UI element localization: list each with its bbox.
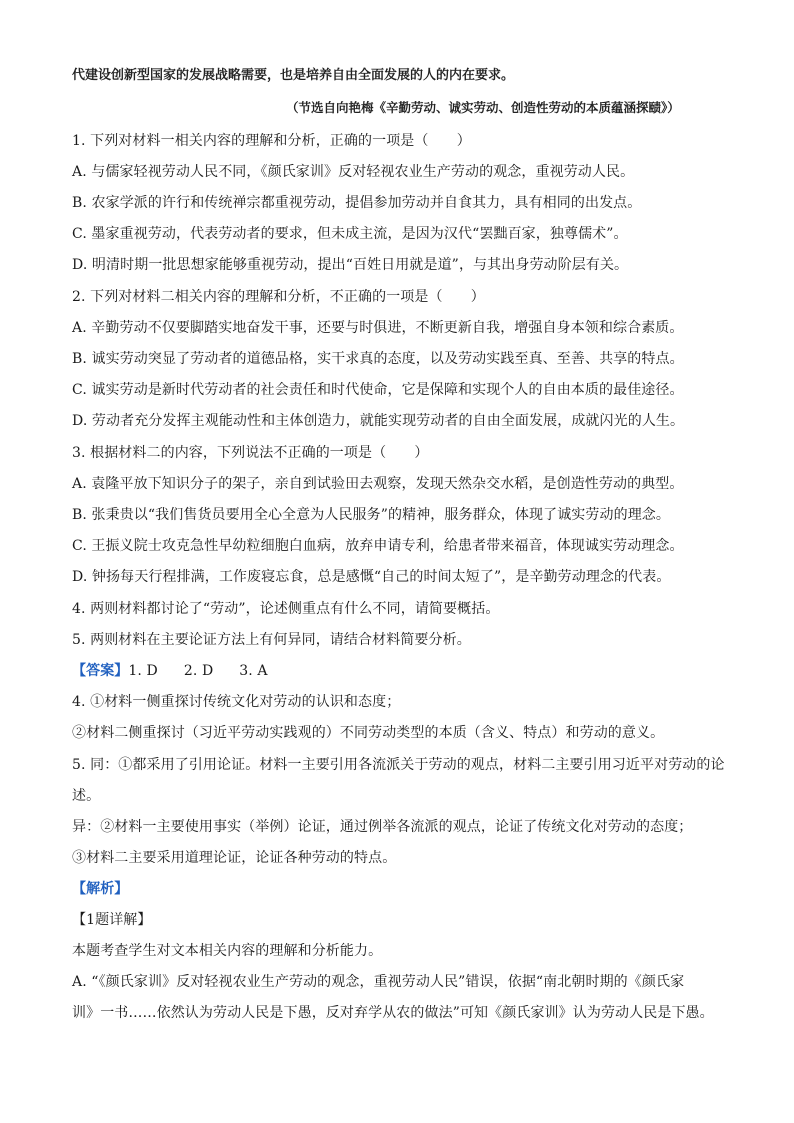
analysis-p2-line1: A. “《颜氏家训》反对轻视农业生产劳动的观念，重视劳动人民”错误，依据“南北朝时期的《颜氏家 — [72, 974, 685, 990]
answer-5-part2: 异：②材料一主要使用事实（举例）论证，通过例举各流派的观点，论证了传统文化对劳动的态度； — [72, 819, 693, 835]
answer-5-part3: ③材料二主要采用道理论证，论证各种劳动的特点。 — [72, 850, 397, 866]
q2-option-b: B. 诚实劳动突显了劳动者的道德品格，实干求真的态度，以及劳动实践至真、至善、共享的特点。 — [72, 351, 684, 367]
answer-4-part2: ②材料二侧重探讨（习近平劳动实践观的）不同劳动类型的本质（含义、特点）和劳动的意义。 — [72, 725, 665, 741]
q2-option-a: A. 辛勤劳动不仅要脚踏实地奋发干事，还要与时俱进，不断更新自我，增强自身本领和综合素质。 — [72, 320, 684, 336]
q3-option-b: B. 张秉贵以“我们售货员要用全心全意为人民服务”的精神，服务群众，体现了诚实劳动的理念。 — [72, 507, 671, 523]
q2-option-d: D. 劳动者充分发挥主观能动性和主体创造力，就能实现劳动者的自由全面发展，成就闪光的人生。 — [72, 413, 685, 429]
q3-option-d: D. 钟扬每天行程排满，工作废寝忘食，总是感慨“自己的时间太短了”，是辛勤劳动理念的代表。 — [72, 569, 671, 585]
passage-source: （节选自向艳梅《辛勤劳动、诚实劳动、创造性劳动的本质蕴涵探赜》） — [286, 100, 680, 115]
q1-option-d: D. 明清时期一批思想家能够重视劳动，提出“百姓日用就是道”，与其出身劳动阶层有关。 — [72, 257, 629, 273]
answer-mc-1: 1. D — [128, 663, 158, 679]
analysis-sub1: 【1题详解】 — [72, 912, 152, 928]
q5-stem: 5. 两则材料在主要论证方法上有何异同，请结合材料简要分析。 — [72, 632, 471, 648]
analysis-p2-line2: 训》一书……依然认为劳动人民是下愚，反对弃学从农的做法”可知《颜氏家训》认为劳动人民是下愚。 — [72, 1005, 714, 1021]
q2-option-c: C. 诚实劳动是新时代劳动者的社会责任和时代使命，它是保障和实现个人的自由本质的最佳途径。 — [72, 382, 684, 398]
q2-stem: 2. 下列对材料二相关内容的理解和分析，不正确的一项是（ ） — [72, 289, 485, 305]
q3-option-a: A. 袁隆平放下知识分子的架子，亲自到试验田去观察，发现天然杂交水稻，是创造性劳动的典型。 — [72, 476, 684, 492]
passage-tail-line: 代建设创新型国家的发展战略需要，也是培养自由全面发展的人的内在要求。 — [72, 68, 515, 83]
analysis-p1: 本题考查学生对文本相关内容的理解和分析能力。 — [72, 943, 383, 959]
q1-option-b: B. 农家学派的许行和传统禅宗都重视劳动，提倡参加劳动并自食其力，具有相同的出发点。 — [72, 195, 642, 211]
q3-stem: 3. 根据材料二的内容，下列说法不正确的一项是（ ） — [72, 445, 429, 461]
analysis-label: 【解析】 — [72, 881, 129, 897]
answer-mc-2: 2. D — [183, 663, 214, 679]
answer-5-part1: 5. 同：①都采用了引用论证。材料一主要引用各流派关于劳动的观点，材料二主要引用习近平对劳动的论 — [72, 757, 725, 773]
q1-option-c: C. 墨家重视劳动，代表劳动者的要求，但未成主流，是因为汉代“罢黜百家，独尊儒术”。 — [72, 226, 628, 242]
q3-option-c: C. 王振义院士攻克急性早幼粒细胞白血病，放弃申请专利，给患者带来福音，体现诚实劳动理念。 — [72, 538, 684, 554]
answer-mc-3: 3. A — [239, 663, 268, 679]
answer-5-part1-cont: 述。 — [72, 788, 101, 804]
q1-stem: 1. 下列对材料一相关内容的理解和分析，正确的一项是（ ） — [72, 133, 471, 149]
q1-option-a: A. 与儒家轻视劳动人民不同，《颜氏家训》反对轻视农业生产劳动的观念，重视劳动人民。 — [72, 164, 635, 180]
answer-4-part1: 4. ①材料一侧重探讨传统文化对劳动的认识和态度； — [72, 694, 401, 710]
q4-stem: 4. 两则材料都讨论了“劳动”，论述侧重点有什么不同，请简要概括。 — [72, 601, 500, 617]
answer-line — [72, 661, 268, 681]
answer-label: 【答案】 — [72, 663, 129, 679]
